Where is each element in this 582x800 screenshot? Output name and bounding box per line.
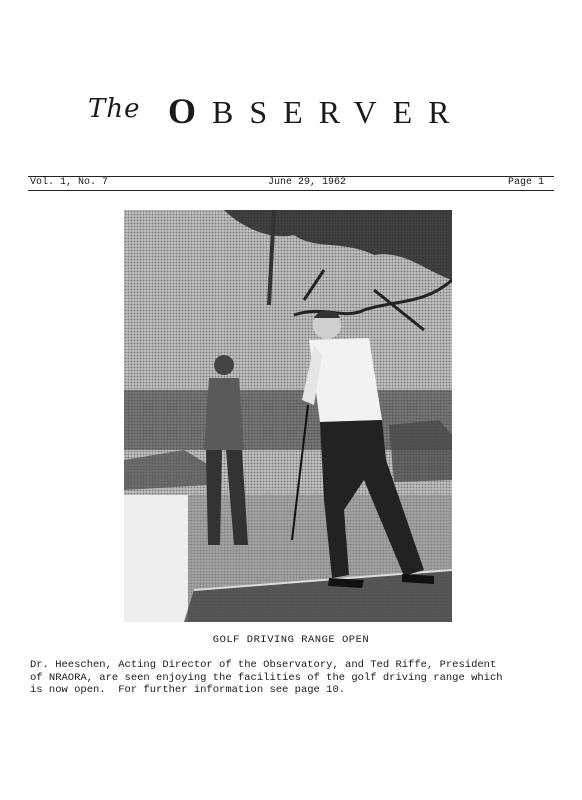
issue-rule-bottom: [28, 190, 554, 191]
photo-caption-title: GOLF DRIVING RANGE OPEN: [212, 634, 370, 646]
caption-line: of NRAORA, are seen enjoying the facilities of the golf driving range which: [30, 671, 503, 684]
issue-page: Page 1: [507, 177, 544, 188]
masthead-title-initial: O: [168, 91, 213, 131]
masthead-title-rest: BSERVER: [212, 94, 466, 130]
masthead-prefix: The: [88, 94, 141, 124]
issue-date: June 29, 1962: [268, 177, 347, 188]
masthead-title: [168, 90, 465, 132]
caption-line: Dr. Heeschen, Acting Director of the Observatory, and Ted Riffe, President: [30, 659, 497, 671]
photo-illustration: [124, 210, 452, 622]
issue-line: [30, 177, 554, 191]
photo-caption-body: [30, 659, 560, 697]
issue-volume: Vol. 1, No. 7: [30, 177, 109, 188]
caption-line: is now open. For further information see page 10.: [30, 684, 346, 696]
golf-range-photo: [124, 210, 452, 622]
masthead: [0, 88, 582, 138]
